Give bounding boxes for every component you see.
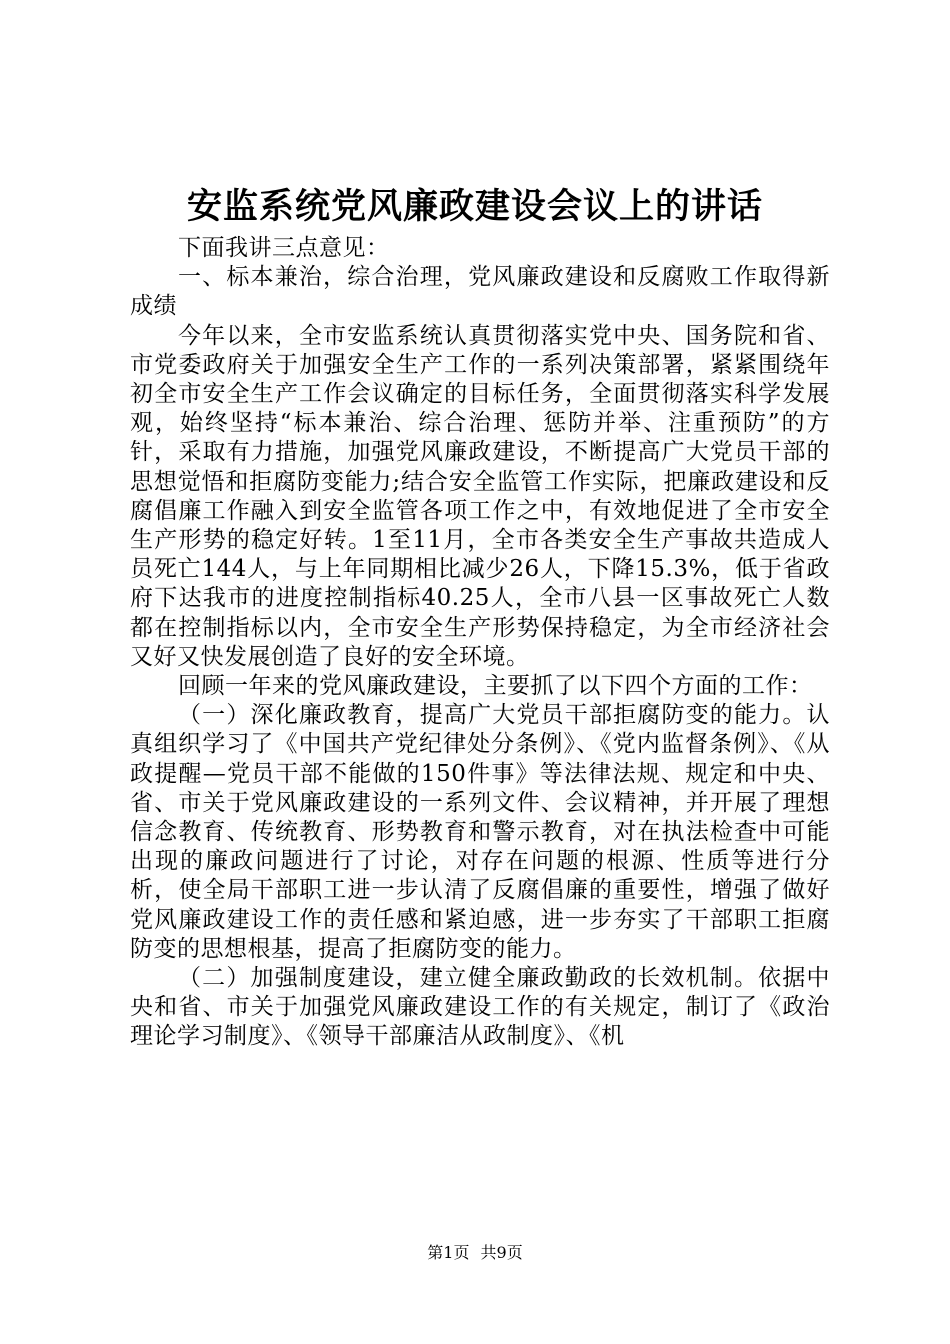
page-footer: [0, 1242, 950, 1264]
paragraph-achievements: 今年以来，全市安监系统认真贯彻落实党中央、国务院和省、市党委政府关于加强安全生产工作的一系列决策部署，紧紧围绕年初全市安全生产工作会议确定的目标任务，全面贯彻落实科学发展观，始终坚持“标本兼治、综合治理、惩防并举、注重预防”的方针，采取有力措施，加强党风廉政建设，不断提高广大党员干部的思想觉悟和拒腐防变能力;结合安全监管工作实际，把廉政建设和反腐倡廉工作融入到安全监管各项工作之中，有效地促进了全市安全生产形势的稳定好转。1至11月，全市各类安全生产事故共造成人员死亡144人，与上年同期相比减少26人，下降15.3%，低于省政府下达我市的进度控制指标40.25人，全市八县一区事故死亡人数都在控制指标以内，全市安全生产形势保持稳定，为全市经济社会又好又快发展创造了良好的安全环境。: [130, 322, 830, 670]
document-title: 安监系统党风廉政建设会议上的讲话: [186, 186, 763, 227]
page-number: 第1页: [427, 1243, 470, 1262]
document-body: [130, 234, 830, 1052]
paragraph-intro: 下面我讲三点意见：: [178, 235, 390, 261]
paragraph-institution: （二）加强制度建设，建立健全廉政勤政的长效机制。依据中央和省、市关于加强党风廉政建设工作的有关规定，制订了《政治理论学习制度》、《领导干部廉洁从政制度》、《机: [130, 965, 830, 1050]
page-total: 共9页: [480, 1243, 523, 1262]
paragraph-review: 回顾一年来的党风廉政建设，主要抓了以下四个方面的工作：: [178, 673, 813, 700]
paragraph-section-one-heading: 一、标本兼治，综合治理，党风廉政建设和反腐败工作取得新成绩: [130, 264, 830, 320]
paragraph-education: （一）深化廉政教育，提高广大党员干部拒腐防变的能力。认真组织学习了《中国共产党纪律处分条例》、《党内监督条例》、《从政提醒—党员干部不能做的150件事》等法律法规、规定和中央、省、市关于党风廉政建设的一系列文件、会议精神，并开展了理想信念教育、传统教育、形势教育和警示教育，对在执法检查中可能出现的廉政问题进行了讨论，对存在问题的根源、性质等进行分析，使全局干部职工进一步认清了反腐倡廉的重要性，增强了做好党风廉政建设工作的责任感和紧迫感，进一步夯实了干部职工拒腐防变的思想根基，提高了拒腐防变的能力。: [130, 702, 830, 962]
